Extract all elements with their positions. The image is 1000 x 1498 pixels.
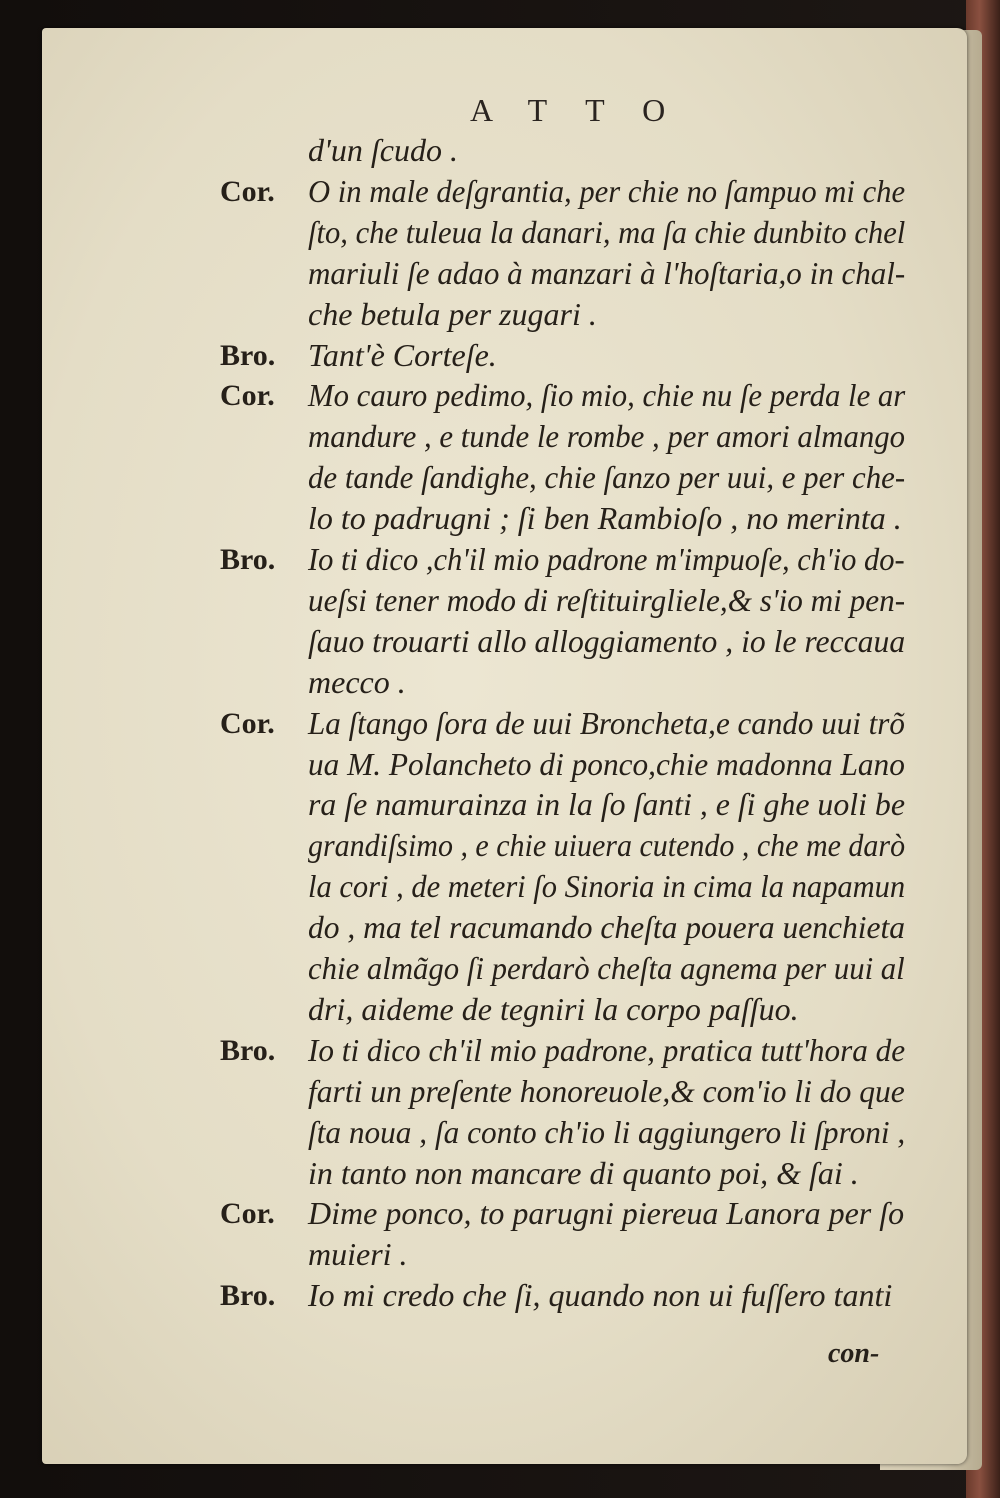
- dialogue-line: la cori , de meteri ſo Sinoria in cima la napamun: [308, 868, 906, 905]
- speaker-label: Bro.: [220, 1279, 276, 1313]
- speaker-label: Cor.: [220, 1197, 275, 1231]
- speaker-label: Bro.: [220, 1033, 276, 1067]
- dialogue-line: d'un ſcudo .: [308, 132, 458, 168]
- dialogue-line: O in male deſgrantia, per chie no ſampuo mi che: [308, 172, 906, 209]
- dialogue-line: de tande ſandighe, chie ſanzo per uui, e per che-: [308, 459, 906, 496]
- dialogue-line: ra ſe namurainza in la ſo ſanti , e ſi ghe uoli be: [308, 786, 905, 823]
- speaker-label: Cor.: [220, 174, 275, 208]
- dialogue-line: chie almãgo ſi perdarò cheſta agnema per uui al: [308, 950, 905, 986]
- dialogue-line: do , ma tel racumando cheſta pouera uenchieta: [308, 909, 906, 946]
- dialogue-line: farti un preſente honoreuole,& com'io li do que: [308, 1072, 905, 1109]
- dialogue-line: Dime ponco, to parugni piereua Lanora per ſo: [308, 1195, 905, 1232]
- speaker-label: Bro.: [220, 338, 276, 372]
- speaker-label: Bro.: [220, 543, 276, 576]
- dialogue-line: lo to padrugni ; ſi ben Rambioſo , no merinta .: [308, 500, 902, 537]
- dialogue-line: Io mi credo che ſi, quando non ui fuſſero tanti: [308, 1277, 893, 1314]
- dialogue-line: La ſtango ſora de uui Broncheta,e cando uui trõ: [308, 704, 905, 741]
- dialogue-line: ua M. Polancheto di ponco,chie madonna Lano: [308, 745, 905, 782]
- dialogue-line: muieri .: [308, 1236, 408, 1273]
- dialogue-line: Tant'è Corteſe.: [308, 336, 497, 373]
- dialogue-line: ſto, che tuleua la danari, ma ſa chie dunbito chel: [308, 213, 906, 250]
- dialogue-line: Mo cauro pedimo, ſio mio, chie nu ſe perda le ar: [308, 377, 906, 414]
- speaker-label: Cor.: [220, 379, 275, 413]
- dialogue-line: grandiſsimo , e chie uiuera cutendo , che me darò: [308, 827, 906, 864]
- dialogue-line: ueſsi tener modo di reſtituirgliele,& s'io mi pen-: [308, 581, 906, 618]
- dialogue-line: mecco .: [308, 663, 406, 700]
- dialogue-line: Io ti dico ch'il mio padrone, pratica tutt'hora de: [308, 1031, 906, 1068]
- running-header: ATTO: [470, 92, 704, 128]
- dialogue-line: Io ti dico ,ch'il mio padrone m'impuoſe, ch'io do-: [308, 541, 905, 577]
- dialogue-line: ſta noua , ſa conto ch'io li aggiungero li ſproni ,: [308, 1113, 906, 1150]
- dialogue-line: ſauo trouarti allo alloggiamento , io le reccaua: [308, 622, 906, 659]
- dialogue-line: che betula per zugari .: [308, 295, 597, 332]
- dialogue-line: mandure , e tunde le rombe , per amori almango: [308, 418, 906, 455]
- dialogue-line: dri, aideme de tegniri la corpo paſſuo.: [308, 990, 799, 1027]
- catchword: con-: [828, 1338, 880, 1369]
- speaker-label: Cor.: [220, 706, 275, 740]
- dialogue-line: mariuli ſe adao à manzari à l'hoſtaria,o in chal-: [308, 254, 906, 291]
- dialogue-line: in tanto non mancare di quanto poi, & ſai .: [308, 1154, 859, 1191]
